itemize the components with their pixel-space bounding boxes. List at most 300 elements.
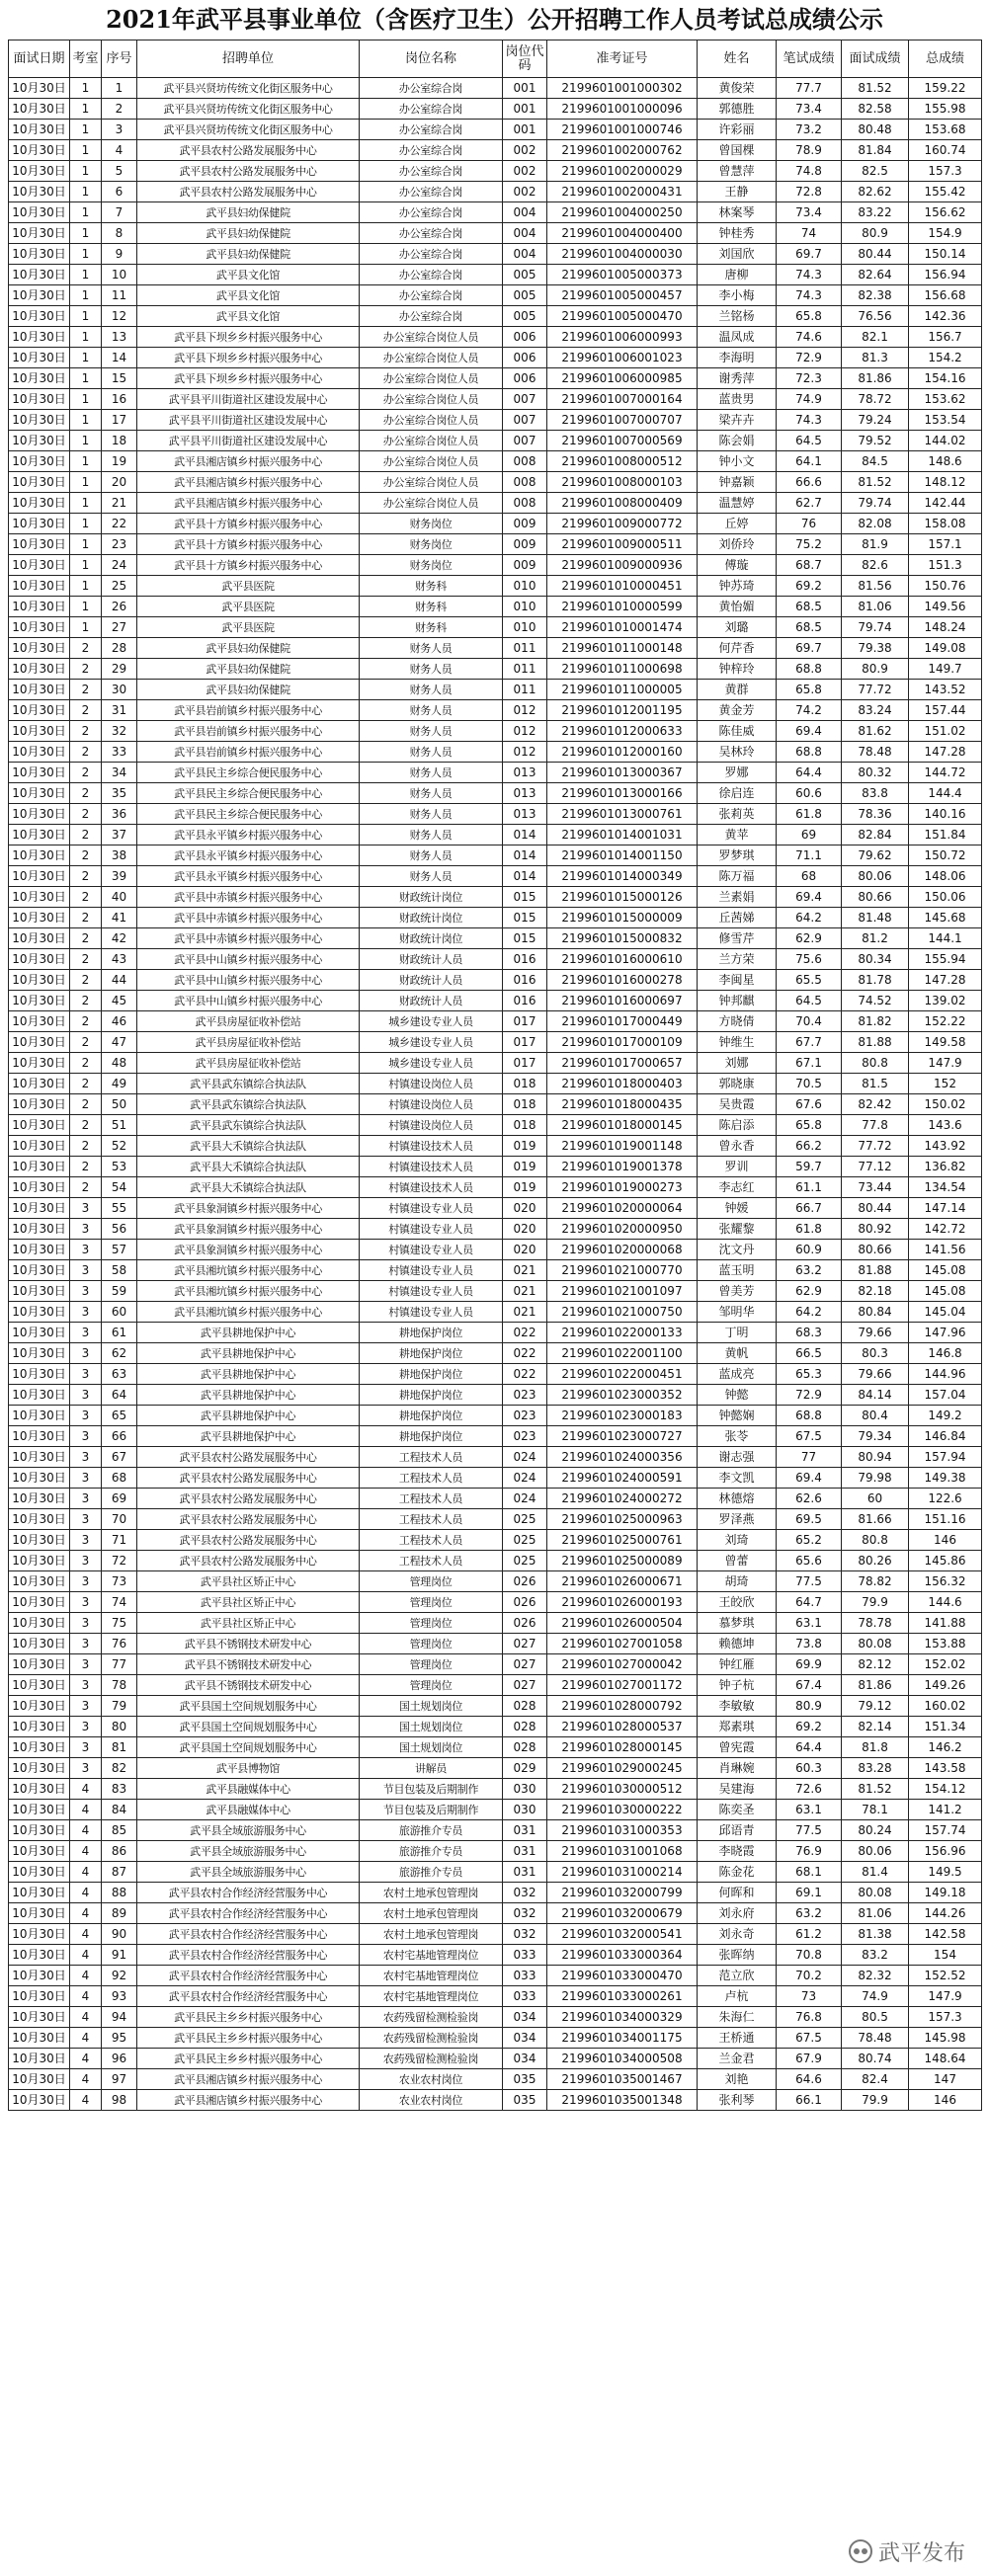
cell-interview-score: 79.66 [842,1364,909,1385]
cell-post-code: 011 [503,680,547,700]
cell-unit: 武平县不锈钢技术研发中心 [137,1634,360,1654]
table-row [9,2069,982,2090]
cell-unit: 武平县兴贤坊传统文化街区服务中心 [137,78,360,99]
cell-total-score: 151.3 [909,555,982,576]
table-row [9,514,982,534]
cell-name: 卢杭 [698,1986,777,2007]
cell-interview-score: 81.56 [842,576,909,597]
table-row [9,597,982,617]
cell-name: 刘侨玲 [698,534,777,555]
cell-post: 财政统计人员 [360,949,503,970]
cell-unit: 武平县中山镇乡村振兴服务中心 [137,970,360,991]
cell-exam-id: 2199601008000409 [547,493,698,514]
cell-post: 财务科 [360,576,503,597]
cell-total-score: 150.14 [909,244,982,265]
cell-unit: 武平县文化馆 [137,285,360,306]
cell-post-code: 012 [503,700,547,721]
cell-seq: 43 [102,949,137,970]
table-row [9,1862,982,1883]
cell-name: 唐柳 [698,265,777,285]
cell-interview-date: 10月30日 [9,1343,70,1364]
cell-written-score: 62.6 [777,1489,842,1509]
cell-room: 3 [70,1675,102,1696]
cell-name: 曾慧萍 [698,161,777,182]
cell-unit: 武平县全域旅游服务中心 [137,1820,360,1841]
cell-unit: 武平县岩前镇乡村振兴服务中心 [137,742,360,763]
cell-interview-date: 10月30日 [9,1281,70,1302]
table-row [9,825,982,845]
table-row [9,2028,982,2049]
cell-interview-date: 10月30日 [9,161,70,182]
cell-name: 许彩丽 [698,120,777,140]
cell-name: 沈文丹 [698,1240,777,1260]
cell-post: 耕地保护岗位 [360,1406,503,1426]
cell-post-code: 006 [503,348,547,368]
cell-room: 2 [70,659,102,680]
cell-written-score: 67.1 [777,1053,842,1074]
cell-written-score: 64.6 [777,2069,842,2090]
cell-total-score: 154.12 [909,1779,982,1800]
cell-post-code: 017 [503,1032,547,1053]
cell-room: 2 [70,1115,102,1136]
cell-post: 办公室综合岗位人员 [360,327,503,348]
cell-written-score: 69.7 [777,244,842,265]
cell-unit: 武平县十方镇乡村振兴服务中心 [137,534,360,555]
cell-interview-score: 81.82 [842,1011,909,1032]
cell-post-code: 024 [503,1489,547,1509]
cell-total-score: 144.1 [909,928,982,949]
cell-exam-id: 2199601018000435 [547,1094,698,1115]
cell-interview-score: 80.94 [842,1447,909,1468]
cell-total-score: 144.96 [909,1364,982,1385]
wechat-icon [849,2539,872,2563]
cell-interview-date: 10月30日 [9,265,70,285]
cell-room: 1 [70,182,102,202]
cell-interview-score: 79.74 [842,493,909,514]
cell-interview-score: 80.74 [842,2049,909,2069]
table-row [9,1468,982,1489]
cell-room: 3 [70,1509,102,1530]
cell-post: 财务人员 [360,825,503,845]
cell-post: 耕地保护岗位 [360,1364,503,1385]
cell-seq: 87 [102,1862,137,1883]
cell-post: 村镇建设专业人员 [360,1219,503,1240]
cell-exam-id: 2199601031000214 [547,1862,698,1883]
header-unit: 招聘单位 [137,40,360,78]
cell-name: 李敏敏 [698,1696,777,1717]
cell-interview-score: 80.66 [842,887,909,908]
cell-name: 兰金君 [698,2049,777,2069]
cell-total-score: 149.18 [909,1883,982,1903]
cell-written-score: 76 [777,514,842,534]
cell-total-score: 151.02 [909,721,982,742]
cell-name: 朱海仁 [698,2007,777,2028]
cell-interview-score: 80.26 [842,1551,909,1571]
cell-written-score: 73.2 [777,120,842,140]
cell-post: 村镇建设专业人员 [360,1281,503,1302]
cell-written-score: 74.3 [777,265,842,285]
cell-room: 4 [70,2049,102,2069]
cell-interview-score: 82.14 [842,1717,909,1737]
cell-name: 吴贵霞 [698,1094,777,1115]
table-row [9,970,982,991]
cell-seq: 61 [102,1323,137,1343]
cell-exam-id: 2199601033000364 [547,1945,698,1966]
cell-seq: 1 [102,78,137,99]
cell-seq: 44 [102,970,137,991]
cell-post-code: 033 [503,1945,547,1966]
cell-unit: 武平县不锈钢技术研发中心 [137,1675,360,1696]
cell-written-score: 61.1 [777,1177,842,1198]
cell-written-score: 68.8 [777,1406,842,1426]
cell-post-code: 020 [503,1240,547,1260]
cell-post-code: 034 [503,2049,547,2069]
cell-total-score: 153.54 [909,410,982,431]
cell-unit: 武平县平川街道社区建设发展中心 [137,431,360,451]
cell-total-score: 145.04 [909,1302,982,1323]
cell-interview-date: 10月30日 [9,120,70,140]
cell-post: 村镇建设专业人员 [360,1260,503,1281]
table-row [9,1551,982,1571]
cell-room: 1 [70,389,102,410]
table-row [9,368,982,389]
cell-total-score: 157.1 [909,534,982,555]
cell-exam-id: 2199601019001148 [547,1136,698,1157]
cell-name: 张利琴 [698,2090,777,2111]
cell-unit: 武平县国土空间规划服务中心 [137,1696,360,1717]
cell-room: 3 [70,1240,102,1260]
cell-written-score: 64.4 [777,763,842,783]
cell-post-code: 026 [503,1592,547,1613]
cell-seq: 77 [102,1654,137,1675]
table-row [9,1219,982,1240]
cell-interview-score: 81.52 [842,472,909,493]
cell-exam-id: 2199601013000761 [547,804,698,825]
cell-post-code: 017 [503,1053,547,1074]
cell-total-score: 153.62 [909,389,982,410]
cell-name: 王静 [698,182,777,202]
cell-post: 农村宅基地管理岗位 [360,1945,503,1966]
cell-seq: 98 [102,2090,137,2111]
cell-written-score: 63.2 [777,1903,842,1924]
cell-seq: 3 [102,120,137,140]
cell-written-score: 73.4 [777,99,842,120]
cell-unit: 武平县不锈钢技术研发中心 [137,1654,360,1675]
cell-post-code: 016 [503,970,547,991]
cell-exam-id: 2199601016000610 [547,949,698,970]
cell-interview-date: 10月30日 [9,389,70,410]
cell-exam-id: 2199601024000272 [547,1489,698,1509]
cell-exam-id: 2199601009000772 [547,514,698,534]
cell-post: 工程技术人员 [360,1530,503,1551]
cell-post-code: 007 [503,410,547,431]
table-row [9,1717,982,1737]
cell-exam-id: 2199601025000089 [547,1551,698,1571]
cell-interview-score: 79.66 [842,1323,909,1343]
cell-post: 财务科 [360,617,503,638]
cell-interview-score: 79.74 [842,617,909,638]
cell-interview-date: 10月30日 [9,845,70,866]
cell-post-code: 034 [503,2028,547,2049]
cell-room: 4 [70,1883,102,1903]
cell-total-score: 157.74 [909,1820,982,1841]
cell-exam-id: 2199601012000160 [547,742,698,763]
cell-post: 财政统计人员 [360,970,503,991]
cell-interview-score: 82.42 [842,1094,909,1115]
cell-interview-date: 10月30日 [9,2090,70,2111]
cell-total-score: 153.88 [909,1634,982,1654]
cell-seq: 5 [102,161,137,182]
cell-name: 何芹香 [698,638,777,659]
cell-interview-date: 10月30日 [9,202,70,223]
cell-exam-id: 2199601007000164 [547,389,698,410]
cell-room: 3 [70,1654,102,1675]
cell-total-score: 145.08 [909,1260,982,1281]
cell-exam-id: 2199601024000591 [547,1468,698,1489]
cell-room: 2 [70,783,102,804]
cell-exam-id: 2199601028000145 [547,1737,698,1758]
cell-total-score: 150.06 [909,887,982,908]
cell-room: 4 [70,2028,102,2049]
cell-unit: 武平县耕地保护中心 [137,1385,360,1406]
cell-post: 村镇建设专业人员 [360,1302,503,1323]
cell-seq: 71 [102,1530,137,1551]
cell-exam-id: 2199601005000373 [547,265,698,285]
cell-room: 2 [70,1053,102,1074]
cell-interview-score: 79.9 [842,2090,909,2111]
cell-post: 财务人员 [360,680,503,700]
cell-name: 黄金芳 [698,700,777,721]
cell-post: 旅游推介专员 [360,1862,503,1883]
cell-post-code: 030 [503,1779,547,1800]
cell-seq: 51 [102,1115,137,1136]
cell-seq: 8 [102,223,137,244]
table-row [9,223,982,244]
cell-total-score: 144.26 [909,1903,982,1924]
cell-interview-date: 10月30日 [9,1509,70,1530]
cell-post-code: 025 [503,1509,547,1530]
cell-total-score: 152.52 [909,1966,982,1986]
cell-seq: 15 [102,368,137,389]
cell-post-code: 019 [503,1157,547,1177]
table-row [9,140,982,161]
cell-unit: 武平县农村公路发展服务中心 [137,1551,360,1571]
cell-post-code: 028 [503,1717,547,1737]
cell-interview-date: 10月30日 [9,493,70,514]
cell-seq: 47 [102,1032,137,1053]
cell-post: 村镇建设专业人员 [360,1240,503,1260]
cell-interview-date: 10月30日 [9,1675,70,1696]
cell-written-score: 67.5 [777,2028,842,2049]
cell-seq: 19 [102,451,137,472]
cell-written-score: 61.8 [777,1219,842,1240]
table-row [9,1260,982,1281]
cell-written-score: 74.3 [777,285,842,306]
cell-exam-id: 2199601022000133 [547,1323,698,1343]
cell-post-code: 009 [503,555,547,576]
cell-written-score: 77.5 [777,1571,842,1592]
cell-unit: 武平县农村合作经济经营服务中心 [137,1986,360,2007]
cell-post-code: 002 [503,161,547,182]
table-row [9,804,982,825]
cell-name: 钟子杭 [698,1675,777,1696]
cell-written-score: 62.7 [777,493,842,514]
cell-total-score: 151.34 [909,1717,982,1737]
cell-interview-date: 10月30日 [9,1986,70,2007]
cell-name: 谢秀萍 [698,368,777,389]
cell-unit: 武平县象洞镇乡村振兴服务中心 [137,1198,360,1219]
cell-post: 国土规划岗位 [360,1696,503,1717]
cell-written-score: 68.3 [777,1323,842,1343]
cell-room: 1 [70,140,102,161]
table-row [9,1426,982,1447]
cell-total-score: 148.6 [909,451,982,472]
cell-seq: 20 [102,472,137,493]
cell-exam-id: 2199601013000367 [547,763,698,783]
cell-seq: 92 [102,1966,137,1986]
cell-post: 工程技术人员 [360,1489,503,1509]
cell-post: 办公室综合岗 [360,78,503,99]
cell-post: 财务岗位 [360,555,503,576]
cell-unit: 武平县农村公路发展服务中心 [137,1489,360,1509]
cell-written-score: 64.5 [777,991,842,1011]
cell-unit: 武平县兴贤坊传统文化街区服务中心 [137,99,360,120]
cell-unit: 武平县农村公路发展服务中心 [137,161,360,182]
cell-written-score: 80.9 [777,1696,842,1717]
cell-exam-id: 2199601010000451 [547,576,698,597]
cell-total-score: 122.6 [909,1489,982,1509]
cell-room: 4 [70,1945,102,1966]
cell-written-score: 60.3 [777,1758,842,1779]
cell-exam-id: 2199601022000451 [547,1364,698,1385]
cell-post: 讲解员 [360,1758,503,1779]
cell-interview-score: 81.9 [842,534,909,555]
table-row [9,1157,982,1177]
cell-interview-date: 10月30日 [9,1260,70,1281]
cell-post: 财务人员 [360,742,503,763]
cell-seq: 45 [102,991,137,1011]
cell-total-score: 146.84 [909,1426,982,1447]
cell-exam-id: 2199601027001058 [547,1634,698,1654]
cell-exam-id: 2199601009000936 [547,555,698,576]
cell-total-score: 141.88 [909,1613,982,1634]
cell-name: 吴林玲 [698,742,777,763]
table-row [9,285,982,306]
cell-interview-date: 10月30日 [9,804,70,825]
cell-interview-date: 10月30日 [9,472,70,493]
cell-total-score: 142.44 [909,493,982,514]
cell-name: 胡琦 [698,1571,777,1592]
cell-post-code: 007 [503,431,547,451]
cell-written-score: 69.2 [777,576,842,597]
cell-interview-score: 81.48 [842,908,909,928]
cell-post: 村镇建设技术人员 [360,1177,503,1198]
cell-name: 曾国棵 [698,140,777,161]
cell-post: 管理岗位 [360,1634,503,1654]
cell-unit: 武平县妇幼保健院 [137,659,360,680]
table-row [9,783,982,804]
cell-post: 耕地保护岗位 [360,1385,503,1406]
cell-post-code: 011 [503,638,547,659]
cell-unit: 武平县农村公路发展服务中心 [137,1509,360,1530]
cell-exam-id: 2199601027000042 [547,1654,698,1675]
cell-interview-score: 81.5 [842,1074,909,1094]
cell-written-score: 70.8 [777,1945,842,1966]
cell-post: 耕地保护岗位 [360,1426,503,1447]
cell-interview-date: 10月30日 [9,1820,70,1841]
cell-seq: 41 [102,908,137,928]
cell-post-code: 028 [503,1737,547,1758]
cell-post-code: 008 [503,451,547,472]
cell-written-score: 75.6 [777,949,842,970]
table-row [9,1323,982,1343]
cell-total-score: 150.02 [909,1094,982,1115]
cell-interview-score: 81.4 [842,1862,909,1883]
cell-written-score: 65.8 [777,306,842,327]
cell-interview-date: 10月30日 [9,1903,70,1924]
cell-name: 钟嘉颖 [698,472,777,493]
cell-unit: 武平县医院 [137,617,360,638]
cell-interview-date: 10月30日 [9,514,70,534]
cell-name: 李小梅 [698,285,777,306]
cell-seq: 93 [102,1986,137,2007]
cell-interview-date: 10月30日 [9,1177,70,1198]
cell-interview-date: 10月30日 [9,1406,70,1426]
header-post-code: 岗位代码 [503,40,547,78]
cell-exam-id: 2199601013000166 [547,783,698,804]
cell-post-code: 021 [503,1281,547,1302]
cell-seq: 83 [102,1779,137,1800]
table-row [9,493,982,514]
cell-name: 蓝成亮 [698,1364,777,1385]
cell-written-score: 61.8 [777,804,842,825]
cell-name: 陈佳威 [698,721,777,742]
cell-name: 张莉英 [698,804,777,825]
cell-unit: 武平县博物馆 [137,1758,360,1779]
cell-room: 2 [70,949,102,970]
cell-exam-id: 2199601032000679 [547,1903,698,1924]
cell-total-score: 144.4 [909,783,982,804]
cell-seq: 84 [102,1800,137,1820]
cell-interview-date: 10月30日 [9,1737,70,1758]
cell-total-score: 156.68 [909,285,982,306]
cell-unit: 武平县妇幼保健院 [137,244,360,265]
cell-written-score: 70.2 [777,1966,842,1986]
cell-total-score: 145.98 [909,2028,982,2049]
cell-interview-date: 10月30日 [9,1468,70,1489]
cell-interview-date: 10月30日 [9,597,70,617]
cell-unit: 武平县永平镇乡村振兴服务中心 [137,866,360,887]
cell-name: 黄帆 [698,1343,777,1364]
cell-post-code: 014 [503,825,547,845]
cell-room: 2 [70,970,102,991]
cell-seq: 31 [102,700,137,721]
cell-post: 财务人员 [360,700,503,721]
cell-room: 3 [70,1302,102,1323]
cell-room: 1 [70,265,102,285]
cell-name: 李晓霞 [698,1841,777,1862]
cell-interview-date: 10月30日 [9,78,70,99]
cell-exam-id: 2199601034000508 [547,2049,698,2069]
cell-post-code: 026 [503,1613,547,1634]
cell-name: 黄群 [698,680,777,700]
cell-seq: 68 [102,1468,137,1489]
cell-seq: 29 [102,659,137,680]
table-row [9,1302,982,1323]
table-row [9,1592,982,1613]
cell-interview-score: 80.4 [842,1406,909,1426]
cell-seq: 34 [102,763,137,783]
